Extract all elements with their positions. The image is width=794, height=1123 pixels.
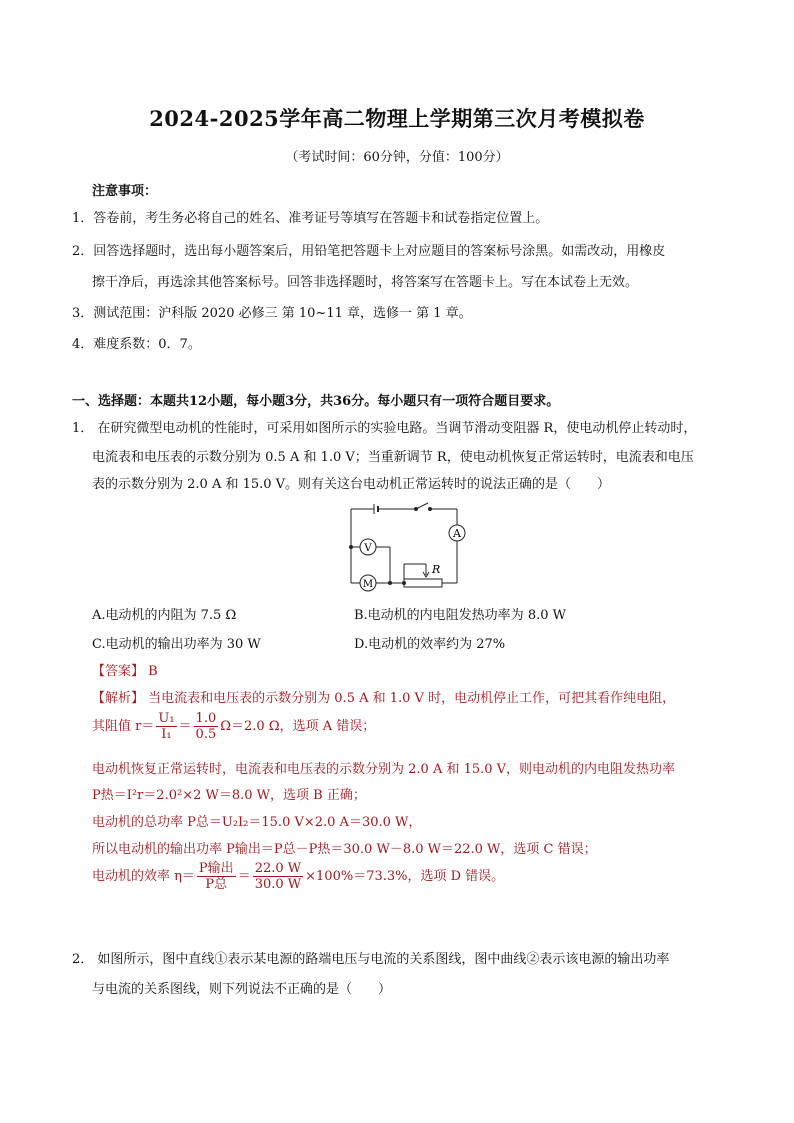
numerator: 22.0 W [254, 861, 302, 876]
denominator: P总 [205, 877, 228, 892]
analysis-line-1 [92, 687, 675, 706]
q1-option-b: B.电动机的内电阻发热功率为 8.0 W [354, 608, 566, 623]
q2-line-1: 2． 如图所示，图中直线①表示某电源的路端电压与电流的关系图线，图中曲线②表示该电源的输出功率 [72, 952, 670, 967]
answer-label: 【答案】 [92, 664, 145, 679]
circuit-diagram [344, 500, 474, 594]
analysis-line-3: 电动机恢复正常运转时，电流表和电压表的示数分别为 2.0 A 和 15.0 V，则电动机的内电阻发热功率 [92, 762, 676, 777]
analysis-line-5: 电动机的总功率 P总＝U₂I₂＝15.0 V×2.0 A＝30.0 W， [92, 815, 422, 830]
voltmeter-label: V [364, 543, 372, 554]
analysis-line-7 [92, 861, 504, 892]
denominator: 0.5 [195, 727, 217, 742]
equals: ＝ [178, 719, 192, 734]
notice-item-2: 2．回答选择题时，选出每小题答案后，用铅笔把答题卡上对应题目的答案标号涂黑。如需改动，用橡皮 [72, 244, 666, 259]
answer-value: B [148, 664, 158, 679]
analysis-line-4: P热＝I²r＝2.0²×2 W＝8.0 W，选项 B 正确； [92, 788, 366, 803]
denominator: I₁ [161, 727, 172, 742]
q1-line-2: 电流表和电压表的示数分别为 0.5 A 和 1.0 V；当重新调节 R，使电动机恢复正常运转时，电流表和电压 [92, 450, 694, 465]
motor-label: M [362, 579, 374, 590]
q1-line-1: 1． 在研究微型电动机的性能时，可采用如图所示的实验电路。当调节滑动变阻器 R，使电动机停止转动时， [72, 421, 697, 436]
exam-info: （考试时间：60分钟，分值：100分） [285, 150, 509, 165]
q1-option-d: D.电动机的效率约为 27% [354, 637, 506, 652]
denominator: 30.0 W [254, 877, 302, 892]
notice-item-3: 3．测试范围：沪科版 2020 必修三 第 10~11 章，选修一 第 1 章。 [72, 306, 472, 321]
ammeter-label: A [453, 527, 461, 540]
page-title: 2024-2025学年高二物理上学期第三次月考模拟卷 [149, 106, 645, 131]
efficiency-suffix: ×100%＝73.3%，选项 D 错误。 [305, 869, 505, 884]
fraction-u1-i1 [156, 711, 176, 742]
notice-item-4: 4．难度系数：0．7。 [72, 337, 201, 352]
analysis-line-2 [92, 711, 375, 742]
efficiency-prefix: 电动机的效率 η＝ [92, 869, 195, 884]
notice-heading: 注意事项： [92, 184, 158, 199]
formula-suffix: Ω＝2.0 Ω，选项 A 错误； [220, 719, 376, 734]
fraction-power-values [253, 861, 303, 892]
analysis-label: 【解析】 [92, 691, 145, 706]
notice-item-2-cont: 擦干净后，再选涂其他答案标号。回答非选择题时，将答案写在答题卡上。写在本试卷上无效。 [92, 275, 639, 290]
analysis-text-1: 当电流表和电压表的示数分别为 0.5 A 和 1.0 V 时，电动机停止工作，可把其看作纯电阻， [148, 691, 676, 706]
analysis-line-6: 所以电动机的输出功率 P输出＝P总－P热＝30.0 W－8.0 W＝22.0 W，选项 C 错误； [92, 842, 597, 857]
equals: ＝ [237, 869, 251, 884]
notice-item-1: 1．答卷前，考生务必将自己的姓名、准考证号等填写在答题卡和试卷指定位置上。 [72, 211, 549, 226]
fraction-power-ratio [197, 861, 236, 892]
rheostat-icon [404, 579, 442, 587]
fraction-values [194, 711, 219, 742]
q2-line-2: 与电流的关系图线，则下列说法不正确的是（ ） [92, 982, 392, 997]
formula-prefix: 其阻值 r＝ [92, 719, 155, 734]
numerator: 1.0 [195, 711, 217, 726]
section-heading: 一、选择题：本题共12小题，每小题3分，共36分。每小题只有一项符合题目要求。 [72, 394, 560, 409]
q1-line-3: 表的示数分别为 2.0 A 和 15.0 V。则有关这台电动机正常运转时的说法正确的是（ ） [92, 477, 611, 492]
q1-option-c: C.电动机的输出功率为 30 W [92, 637, 261, 652]
rheostat-label: R [432, 563, 441, 576]
answer-row [92, 660, 158, 679]
numerator: U₁ [158, 711, 175, 726]
numerator: P输出 [198, 861, 234, 876]
q1-option-a: A.电动机的内阻为 7.5 Ω [92, 608, 237, 623]
